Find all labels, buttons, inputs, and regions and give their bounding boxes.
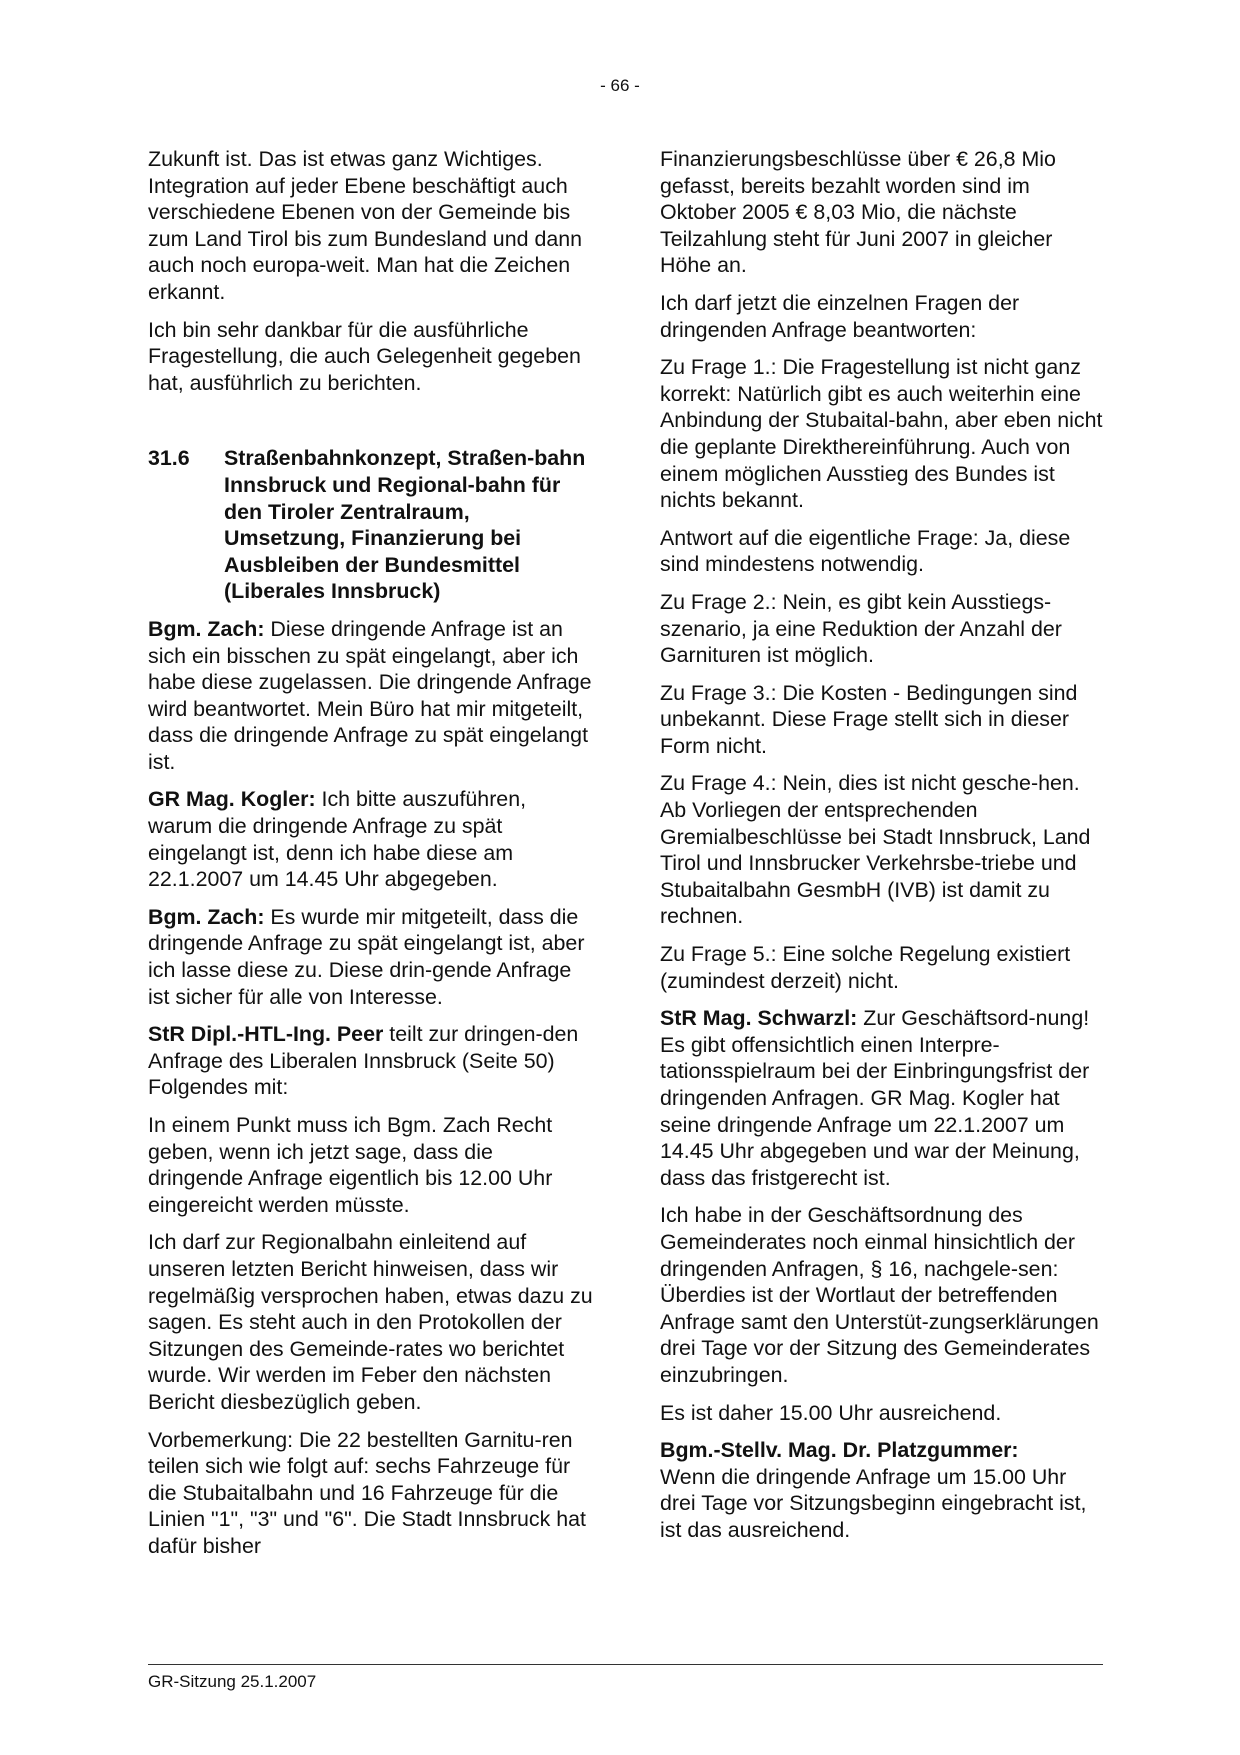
paragraph — [148, 904, 593, 1010]
speech-text: Wenn die dringende Anfrage um 15.00 Uhr drei Tage vor Sitzungsbeginn eingebracht ist, ist das ausreichend. — [660, 1464, 1087, 1542]
speech-text: Diese dringende Anfrage ist an sich ein bisschen zu spät eingelangt, aber ich habe diese zugelassen. Die dringende Anfrage wird beantwortet. Mein Büro hat mir mitgeteilt, dass die dringende Anfrage zu spät eingelangt ist. — [148, 616, 592, 774]
speech-text: Zur Geschäftsord-nung! Es gibt offensichtlich einen Interpre-tationsspielraum bei der Einbringungsfrist der dringenden Anfragen. GR Mag. Kogler hat seine dringende Anfrage um 22.1.2007 um 14.45 Uhr abgegeben und war der Meinung, dass das fristgerecht ist. — [660, 1006, 1090, 1190]
paragraph — [660, 1437, 1105, 1543]
speaker-name: StR Dipl.-HTL-Ing. Peer — [148, 1022, 384, 1047]
footer-divider — [148, 1664, 1103, 1665]
paragraph — [148, 616, 593, 776]
paragraph: Zu Frage 2.: Nein, es gibt kein Ausstiegs-szenario, ja eine Reduktion der Anzahl der Garnituren ist möglich. — [660, 589, 1062, 668]
left-column — [148, 146, 593, 1571]
section-number: 31.6 — [148, 446, 190, 471]
paragraph: Zu Frage 4.: Nein, dies ist nicht gesche-hen. Ab Vorliegen der entsprechenden Gremialbeschlüsse bei Stadt Innsbruck, Land Tirol und Innsbrucker Verkehrsbe-triebe und Stubaitalbahn GesmbH (IVB) ist damit zu rechnen. — [660, 771, 1091, 929]
paragraph: Zu Frage 1.: Die Fragestellung ist nicht ganz korrekt: Natürlich gibt es auch weiterhin eine Anbindung der Stubaital-bahn, aber eben nicht die geplante Direkthereinführung. Auch von einem möglichen Ausstieg des Bundes ist nichts bekannt. — [660, 355, 1103, 513]
paragraph: Zukunft ist. Das ist etwas ganz Wichtiges. Integration auf jeder Ebene beschäftigt auch verschiedene Ebenen von der Gemeinde bis zum Land Tirol bis zum Bundesland und dann auch noch europa-weit. Man hat die Zeichen erkannt. — [148, 147, 583, 304]
footer-text: GR-Sitzung 25.1.2007 — [148, 1672, 317, 1691]
right-column — [660, 146, 1105, 1555]
speaker-name: GR Mag. Kogler: — [148, 787, 316, 812]
paragraph — [148, 786, 593, 892]
paragraph: Es ist daher 15.00 Uhr ausreichend. — [660, 1400, 1002, 1425]
speech-text: teilt zur dringen-den Anfrage des Liberalen Innsbruck (Seite 50) Folgendes mit: — [148, 1022, 579, 1100]
paragraph: Zu Frage 5.: Eine solche Regelung existiert (zumindest derzeit) nicht. — [660, 942, 1071, 993]
speech-text: Ich bitte auszuführen, warum die dringende Anfrage zu spät eingelangt ist, denn ich habe diese am 22.1.2007 um 14.45 Uhr abgegeben. — [148, 787, 527, 892]
page-number: - 66 - — [600, 76, 640, 95]
paragraph: Vorbemerkung: Die 22 bestellten Garnitu-ren teilen sich wie folgt auf: sechs Fahrzeuge für die Stubaitalbahn und 16 Fahrzeuge für die Linien "1", "3" und "6". Die Stadt Innsbruck hat dafür bisher — [148, 1427, 586, 1558]
paragraph: Zu Frage 3.: Die Kosten - Bedingungen sind unbekannt. Diese Frage stellt sich in dieser Form nicht. — [660, 680, 1078, 758]
speaker-name: Bgm.-Stellv. Mag. Dr. Platzgummer: — [660, 1438, 1019, 1463]
paragraph: Ich bin sehr dankbar für die ausführliche Fragestellung, die auch Gelegenheit gegeben hat, ausführlich zu berichten. — [148, 317, 581, 395]
speech-text: Es wurde mir mitgeteilt, dass die dringende Anfrage zu spät eingelangt ist, aber ich lasse diese zu. Diese drin-gende Anfrage ist sicher für alle von Interesse. — [148, 904, 585, 1009]
paragraph: Finanzierungsbeschlüsse über € 26,8 Mio gefasst, bereits bezahlt worden sind im Oktober 2005 € 8,03 Mio, die nächste Teilzahlung steht für Juni 2007 in gleicher Höhe an. — [660, 147, 1056, 278]
section-title: Straßenbahnkonzept, Straßen-bahn Innsbruck und Regional-bahn für den Tiroler Zentralraum, Umsetzung, Finanzierung bei Ausbleiben der Bundesmittel (Liberales Innsbruck) — [224, 446, 586, 604]
speaker-name: Bgm. Zach: — [148, 904, 265, 929]
paragraph: Ich habe in der Geschäftsordnung des Gemeinderates noch einmal hinsichtlich der dringenden Anfragen, § 16, nachgele-sen: Überdies ist der Wortlaut der betreffenden Anfrage samt den Unterstüt-zungserklärungen drei Tage vor der Sitzung des Gemeinderates einzubringen. — [660, 1203, 1099, 1387]
paragraph: In einem Punkt muss ich Bgm. Zach Recht geben, wenn ich jetzt sage, dass die dringende Anfrage eigentlich bis 12.00 Uhr eingereicht werden müsste. — [148, 1113, 553, 1217]
paragraph — [148, 1021, 593, 1101]
speaker-name: Bgm. Zach: — [148, 616, 265, 641]
paragraph — [660, 1005, 1105, 1191]
speaker-name: StR Mag. Schwarzl: — [660, 1006, 858, 1031]
paragraph: Ich darf jetzt die einzelnen Fragen der dringenden Anfrage beantworten: — [660, 290, 1020, 342]
section-heading — [148, 445, 593, 605]
paragraph: Ich darf zur Regionalbahn einleitend auf unseren letzten Bericht hinweisen, dass wir regelmäßig versprochen haben, etwas dazu zu sagen. Es steht auch in den Protokollen der Sitzungen des Gemeinde-rates wo berichtet wurde. Wir werden im Feber den nächsten Bericht diesbezüglich geben. — [148, 1230, 593, 1414]
paragraph: Antwort auf die eigentliche Frage: Ja, diese sind mindestens notwendig. — [660, 525, 1071, 577]
